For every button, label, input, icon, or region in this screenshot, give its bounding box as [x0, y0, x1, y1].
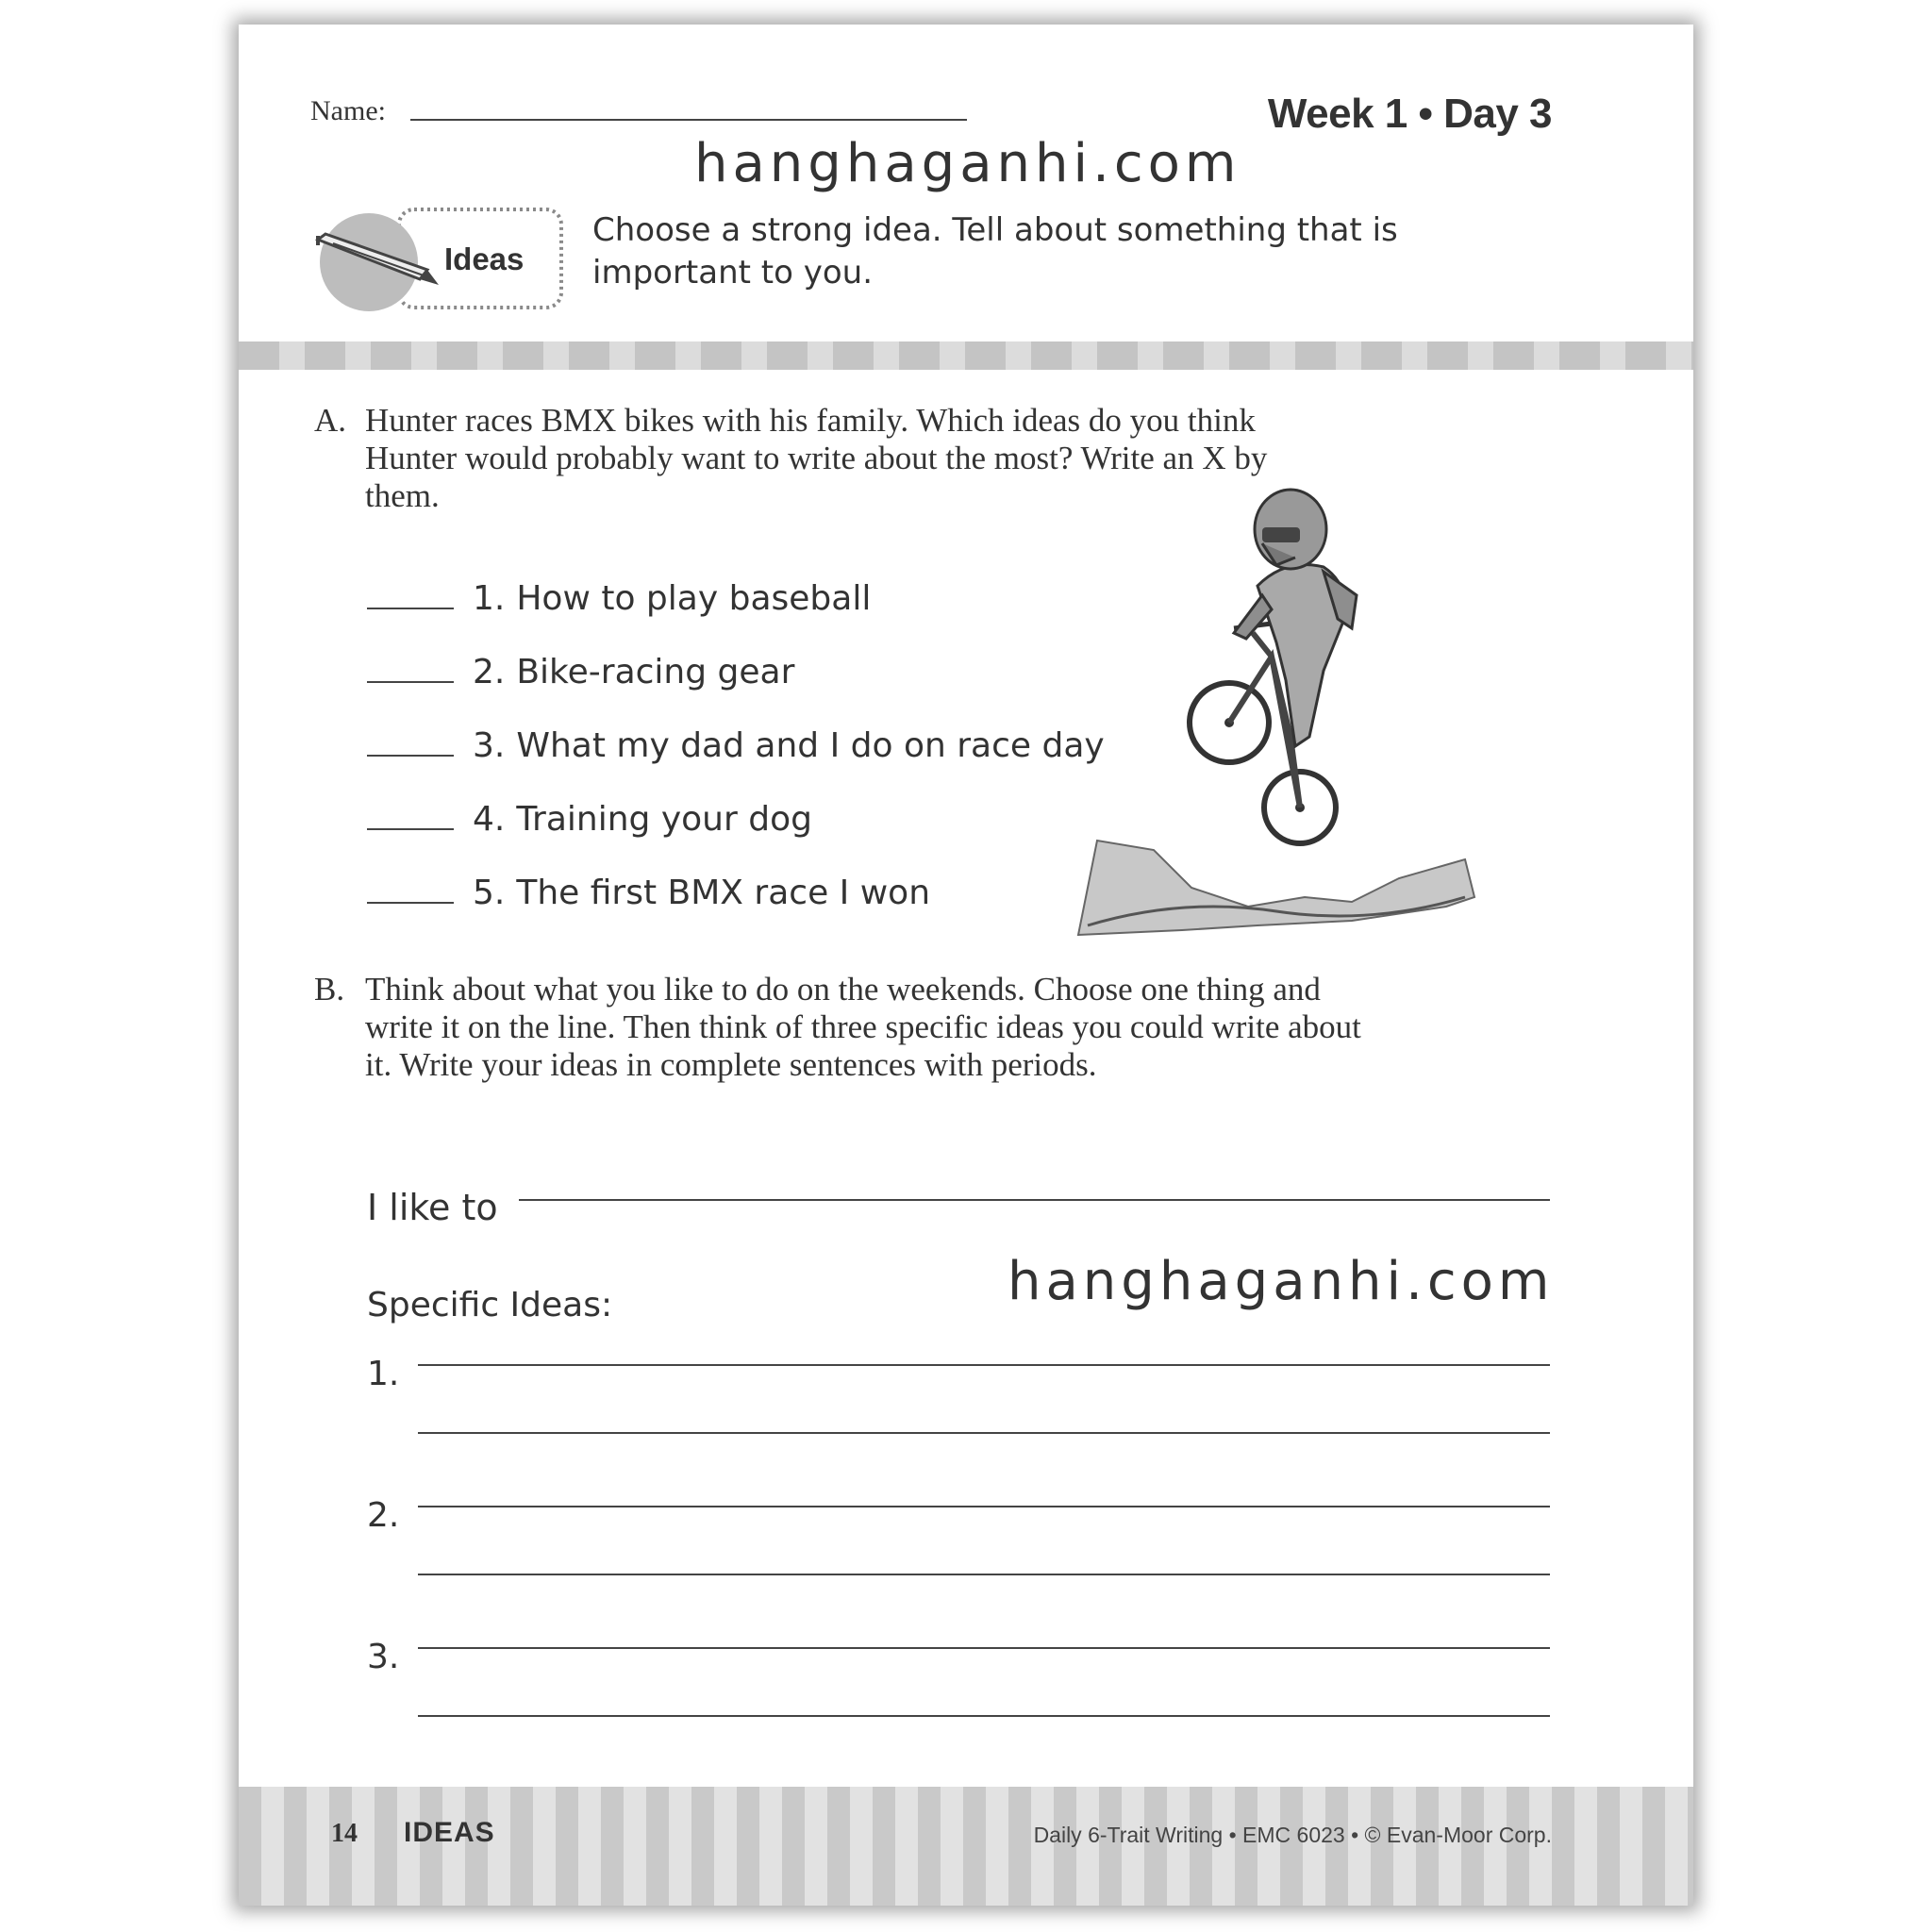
option-text: Training your dog	[516, 800, 812, 839]
week-day-title: Week 1 • Day 3	[1267, 91, 1552, 137]
option-item	[367, 800, 812, 839]
part-b-prompt: Think about what you like to do on the weekends. Choose one thing and write it on the line. Then think of three specific ideas you could write about it. Write your ideas in complete sentences with periods.	[365, 971, 1361, 1083]
writing-line[interactable]	[418, 1506, 1550, 1507]
ideas-badge	[314, 204, 569, 317]
answer-blank[interactable]	[367, 901, 454, 904]
specific-ideas-label: Specific Ideas:	[367, 1286, 613, 1324]
option-item	[367, 653, 794, 691]
writing-line[interactable]	[418, 1647, 1550, 1649]
idea-number: 2.	[367, 1496, 400, 1535]
part-a-prompt: Hunter races BMX bikes with his family. Which ideas do you think Hunter would probably want to write about the most? Write an X by them.	[365, 402, 1268, 514]
option-number: 2.	[473, 653, 506, 691]
idea-number: 1.	[367, 1355, 400, 1393]
watermark-top: hanghaganhi.com	[694, 133, 1241, 194]
writing-line[interactable]	[418, 1432, 1550, 1434]
footer-section-label: IDEAS	[404, 1817, 495, 1848]
watermark-bottom: hanghaganhi.com	[1008, 1251, 1555, 1312]
option-number: 3.	[473, 726, 506, 765]
option-text: How to play baseball	[516, 579, 872, 618]
i-like-to-line[interactable]	[519, 1199, 1550, 1201]
part-a-letter: A.	[314, 402, 347, 439]
name-label: Name:	[310, 95, 386, 126]
bmx-rider-illustration	[1069, 454, 1484, 944]
trait-instruction: Choose a strong idea. Tell about something that is important to you.	[592, 211, 1398, 291]
answer-blank[interactable]	[367, 607, 454, 609]
option-number: 5.	[473, 874, 506, 912]
option-number: 1.	[473, 579, 506, 618]
answer-blank[interactable]	[367, 680, 454, 683]
divider-stripe	[239, 341, 1693, 370]
answer-blank[interactable]	[367, 827, 454, 830]
name-field-line[interactable]	[410, 119, 967, 121]
option-item	[367, 579, 871, 618]
writing-line[interactable]	[418, 1715, 1550, 1717]
writing-line[interactable]	[418, 1574, 1550, 1575]
option-item	[367, 874, 930, 912]
option-number: 4.	[473, 800, 506, 839]
writing-line[interactable]	[418, 1364, 1550, 1366]
page-number: 14	[331, 1819, 358, 1848]
ideas-badge-label: Ideas	[444, 242, 525, 276]
part-b-letter: B.	[314, 971, 345, 1008]
option-text: What my dad and I do on race day	[516, 726, 1105, 765]
i-like-to-label: I like to	[367, 1187, 498, 1228]
answer-blank[interactable]	[367, 754, 454, 757]
idea-number: 3.	[367, 1638, 400, 1676]
worksheet-page	[239, 25, 1693, 1906]
option-text: Bike-racing gear	[516, 653, 795, 691]
option-item	[367, 726, 1105, 765]
footer-credit: Daily 6-Trait Writing • EMC 6023 • © Evan-Moor Corp.	[1033, 1823, 1552, 1847]
option-text: The first BMX race I won	[516, 874, 931, 912]
